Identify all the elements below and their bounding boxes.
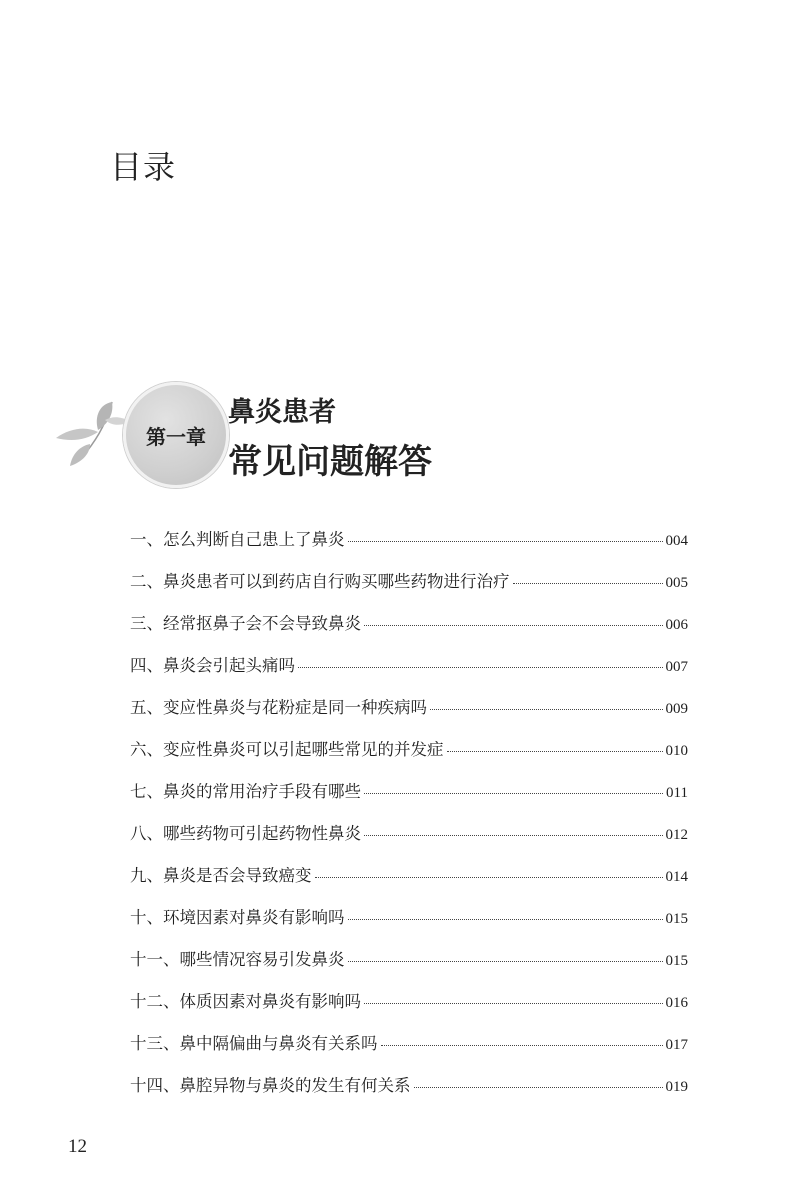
toc-entry[interactable] [130, 988, 688, 1030]
chapter-title-line1: 鼻炎患者 [228, 397, 336, 428]
toc-leader [348, 961, 663, 962]
toc-leader [364, 835, 663, 836]
chapter-header [50, 372, 650, 502]
toc-leader [298, 667, 663, 668]
toc-entry[interactable] [130, 1030, 688, 1072]
toc-entry[interactable] [130, 820, 688, 862]
toc-entry[interactable] [130, 526, 688, 568]
toc-entry-page: 006 [665, 617, 688, 633]
toc-entry-page: 019 [665, 1079, 688, 1095]
toc-entry-title: 十一、哪些情况容易引发鼻炎 [130, 950, 345, 969]
toc-leader [513, 583, 663, 584]
toc-entry-title: 三、经常抠鼻子会不会导致鼻炎 [130, 614, 361, 633]
toc-leader [430, 709, 663, 710]
toc-entry-page: 015 [665, 911, 688, 927]
toc-entry-page: 010 [665, 743, 688, 759]
toc-entry-page: 007 [665, 659, 688, 675]
chapter-badge [123, 382, 229, 488]
toc-leader [447, 751, 663, 752]
toc-entry-title: 十四、鼻腔异物与鼻炎的发生有何关系 [130, 1076, 411, 1095]
toc-entry-page: 004 [665, 533, 688, 549]
page-number: 12 [68, 1136, 87, 1157]
toc-leader [315, 877, 663, 878]
page-title: 目录 [110, 148, 177, 186]
toc-entry-title: 六、变应性鼻炎可以引起哪些常见的并发症 [130, 740, 444, 759]
toc-entry[interactable] [130, 736, 688, 778]
toc-entry-page: 016 [665, 995, 688, 1011]
toc-leader [348, 919, 663, 920]
toc-entry-page: 015 [665, 953, 688, 969]
toc-entry-title: 十三、鼻中隔偏曲与鼻炎有关系吗 [130, 1034, 378, 1053]
toc-leader [381, 1045, 663, 1046]
toc-entry[interactable] [130, 568, 688, 610]
toc-entry-page: 011 [666, 785, 688, 801]
toc-leader [348, 541, 663, 542]
table-of-contents [130, 526, 688, 1114]
toc-entry[interactable] [130, 652, 688, 694]
toc-entry-title: 九、鼻炎是否会导致癌变 [130, 866, 312, 885]
toc-entry[interactable] [130, 946, 688, 988]
toc-entry[interactable] [130, 862, 688, 904]
toc-entry-title: 四、鼻炎会引起头痛吗 [130, 656, 295, 675]
toc-entry-page: 017 [665, 1037, 688, 1053]
toc-entry-title: 一、怎么判断自己患上了鼻炎 [130, 530, 345, 549]
toc-entry-title: 十二、体质因素对鼻炎有影响吗 [130, 992, 361, 1011]
toc-entry[interactable] [130, 904, 688, 946]
toc-entry-page: 014 [665, 869, 688, 885]
toc-entry-page: 005 [665, 575, 688, 591]
toc-leader [364, 625, 663, 626]
toc-entry-title: 八、哪些药物可引起药物性鼻炎 [130, 824, 361, 843]
toc-entry-page: 012 [665, 827, 688, 843]
toc-leader [364, 793, 663, 794]
toc-entry-title: 五、变应性鼻炎与花粉症是同一种疾病吗 [130, 698, 427, 717]
toc-entry-title: 十、环境因素对鼻炎有影响吗 [130, 908, 345, 927]
toc-entry-title: 二、鼻炎患者可以到药店自行购买哪些药物进行治疗 [130, 572, 510, 591]
toc-entry[interactable] [130, 1072, 688, 1114]
toc-entry[interactable] [130, 778, 688, 820]
toc-entry[interactable] [130, 694, 688, 736]
chapter-badge-label: 第一章 [146, 424, 206, 449]
toc-entry-page: 009 [665, 701, 688, 717]
toc-leader [364, 1003, 663, 1004]
toc-leader [414, 1087, 663, 1088]
toc-entry-title: 七、鼻炎的常用治疗手段有哪些 [130, 782, 361, 801]
chapter-title-line2: 常见问题解答 [228, 442, 432, 482]
toc-entry[interactable] [130, 610, 688, 652]
